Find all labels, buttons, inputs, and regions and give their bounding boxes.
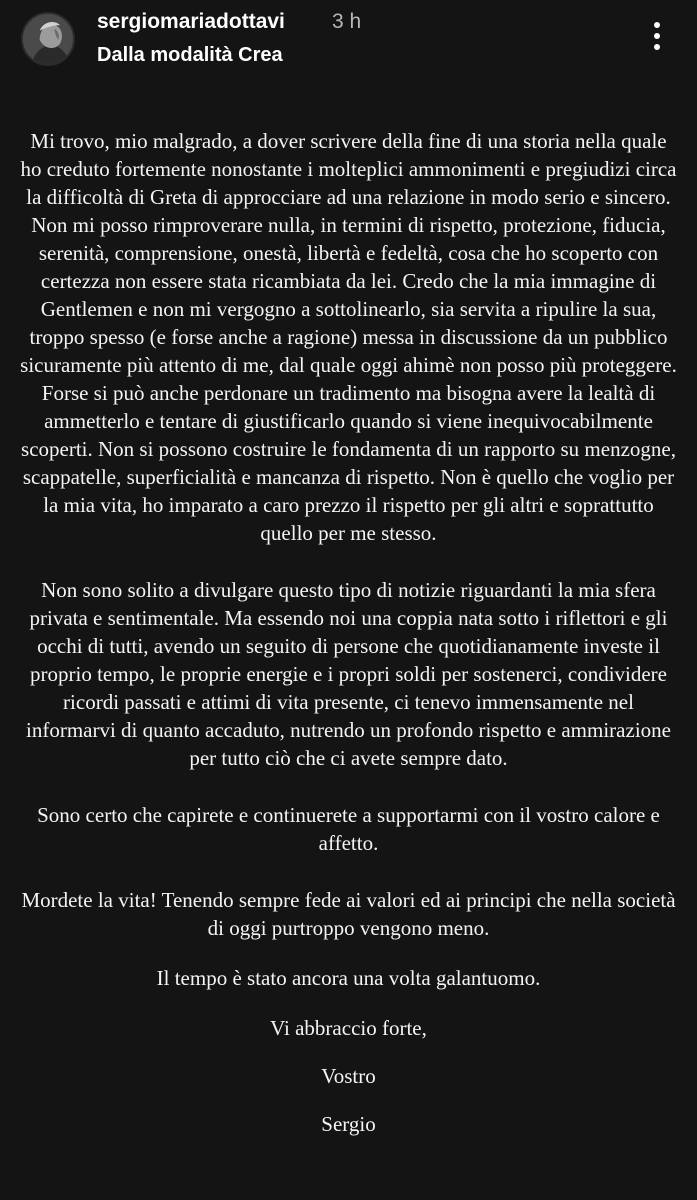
- creation-mode-label: Dalla modalità Crea: [97, 44, 283, 66]
- story-paragraph-3: Non sono solito a divulgare questo tipo di notizie riguardanti la mia sfera privata e sentimentale. Ma essendo noi una coppia nata sotto i riflettori e gli occhi di tutti, avendo un seguito di persone che quotidianamente investe il proprio tempo, le proprie energie e i propri soldi per sostenerci, condividere ricordi passati e attimi di vita presente, ci tenevo immensamente nel informarvi di quanto accaduto, nutrendo un profondo rispetto e ammirazione per tutto ciò che ci avete sempre dato.: [26, 578, 671, 770]
- story-closing: Vi abbraccio forte,: [270, 1016, 427, 1040]
- story-paragraph-2: Non mi posso rimproverare nulla, in termini di rispetto, protezione, fiducia, serenità, comprensione, onestà, libertà e fedeltà, cosa che ho scoperto con certezza non essere stata ricambiata da lei. Credo che la mia immagine di Gentlemen e non mi vergogno a sottolinearlo, sia servita a ripulire la sua, troppo spesso (e forse anche a ragione) messa in discussione da un pubblico sicuramente più attento di me, dal quale oggi ahimè non posso più proteggere. Forse si può anche perdonare un tradimento ma bisogna avere la lealtà di ammetterlo e tentare di giustificarlo quando si viene inequivocabilmente scoperti. Non si possono costruire le fondamenta di un rapporto su menzogne, scappatelle, superficialità e mancanza di rispetto. Non è quello che voglio per la mia vita, ho imparato a caro prezzo il rispetto per gli altri e soprattutto quello per me stesso.: [20, 213, 677, 545]
- story-paragraph-4: Sono certo che capirete e continuerete a supportarmi con il vostro calore e affetto.: [37, 803, 660, 855]
- avatar-photo-icon: [23, 14, 73, 64]
- story-paragraph-5: Mordete la vita! Tenendo sempre fede ai valori ed ai principi che nella società di oggi purtroppo vengono meno.: [21, 888, 676, 940]
- menu-dot-icon: [654, 33, 660, 39]
- story-text: [18, 127, 679, 1138]
- post-time: 3 h: [332, 10, 362, 33]
- avatar[interactable]: [21, 12, 75, 66]
- menu-dot-icon: [654, 22, 660, 28]
- story-signature: Sergio: [321, 1112, 376, 1136]
- more-vertical-icon[interactable]: [643, 18, 671, 54]
- story-header: [0, 0, 697, 80]
- menu-dot-icon: [654, 44, 660, 50]
- story-paragraph-6: Il tempo è stato ancora una volta galantuomo.: [156, 966, 541, 990]
- username[interactable]: sergiomariadottavi: [97, 10, 285, 33]
- story-valediction: Vostro: [321, 1064, 376, 1088]
- story-paragraph-1: Mi trovo, mio malgrado, a dover scrivere della fine di una storia nella quale ho creduto fortemente nonostante i molteplici ammonimenti e pregiudizi circa la difficoltà di Greta di approcciare ad una relazione in modo serio e sincero.: [20, 129, 677, 209]
